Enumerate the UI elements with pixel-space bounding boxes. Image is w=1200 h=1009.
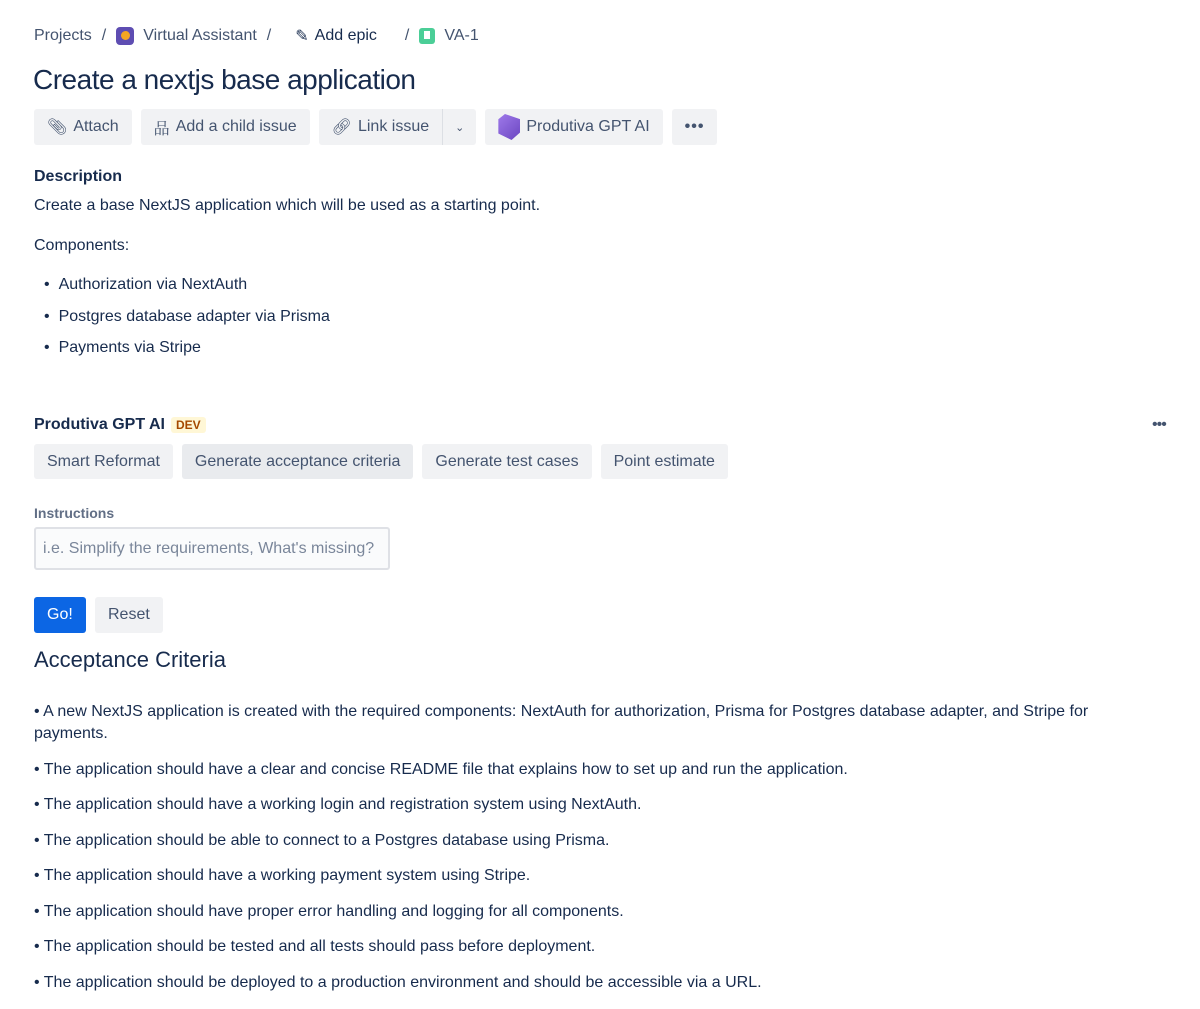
hierarchy-icon: 品 [153,120,170,138]
ai-panel-title: Produtiva GPT AI [34,416,165,433]
chevron-down-icon: ⌄ [455,121,465,134]
breadcrumb-project[interactable]: Virtual Assistant [143,27,257,44]
toolbar [34,109,717,145]
add-child-issue-button[interactable] [141,109,310,145]
instructions-label: Instructions [34,505,115,521]
components-list [44,276,330,371]
attach-button[interactable] [34,109,132,145]
list-item: • The application should be able to connect to a Postgres database using Prisma. [34,831,610,849]
attach-label: Attach [73,118,119,135]
story-icon [419,28,435,44]
generate-acceptance-criteria-button[interactable]: Generate acceptance criteria [182,444,413,479]
separator: / [266,27,272,44]
ai-panel-header [34,416,206,434]
reset-button[interactable]: Reset [95,597,163,633]
panel-more-icon[interactable]: ••• [1152,416,1166,433]
point-estimate-button[interactable]: Point estimate [601,444,728,479]
link-issue-label: Link issue [357,118,430,135]
link-issue-group [319,109,477,145]
acceptance-criteria-title: Acceptance Criteria [34,647,226,672]
more-icon: ••• [684,118,705,135]
dev-badge: DEV [171,417,206,433]
separator: / [404,27,410,44]
components-label: Components: [34,237,130,254]
generate-test-cases-button[interactable]: Generate test cases [422,444,591,479]
list-item: • The application should have a working payment system using Stripe. [34,867,531,884]
project-icon [116,27,134,45]
acceptance-criteria-list [34,701,1134,1007]
pencil-icon: ✎ [295,28,309,45]
list-item: • The application should be tested and all tests should pass before deployment. [34,938,596,955]
add-child-label: Add a child issue [175,118,297,135]
breadcrumb [34,26,479,46]
link-issue-dropdown[interactable] [442,109,476,145]
list-item: • The application should have proper error handling and logging for all components. [34,902,624,920]
list-item: • Payments via Stripe [44,339,201,356]
list-item: • A new NextJS application is created with the required components: NextAuth for authorization, Prisma for Postgres database adapter, and Stripe for payments. [34,703,1089,742]
link-issue-button[interactable] [319,109,442,145]
gpt-label: Produtiva GPT AI [526,118,650,135]
instructions-input[interactable] [34,527,390,570]
go-button[interactable]: Go! [34,597,86,633]
produtiva-gpt-button[interactable] [485,109,662,145]
list-item: • Postgres database adapter via Prisma [44,307,330,325]
more-actions-button[interactable] [672,109,718,145]
page-title[interactable]: Create a nextjs base application [33,64,416,95]
ai-actions [34,444,728,479]
breadcrumb-projects[interactable]: Projects [34,27,92,44]
paperclip-icon: 📎︎ [47,119,68,136]
separator: / [101,27,107,44]
smart-reformat-button[interactable]: Smart Reformat [34,444,173,479]
gem-logo-icon [498,114,520,140]
list-item: • The application should be deployed to a production environment and should be accessible via a URL. [34,973,762,991]
breadcrumb-issue[interactable]: VA-1 [444,27,479,44]
link-icon: 🔗︎ [331,119,352,136]
list-item: • The application should have a clear and concise README file that explains how to set up and run the application. [34,760,848,778]
list-item: • Authorization via NextAuth [44,276,248,293]
description-text: Create a base NextJS application which will be used as a starting point. [34,197,541,214]
list-item: • The application should have a working login and registration system using NextAuth. [34,796,642,813]
description-label: Description [34,168,123,185]
add-epic-link[interactable]: Add epic [314,27,377,44]
